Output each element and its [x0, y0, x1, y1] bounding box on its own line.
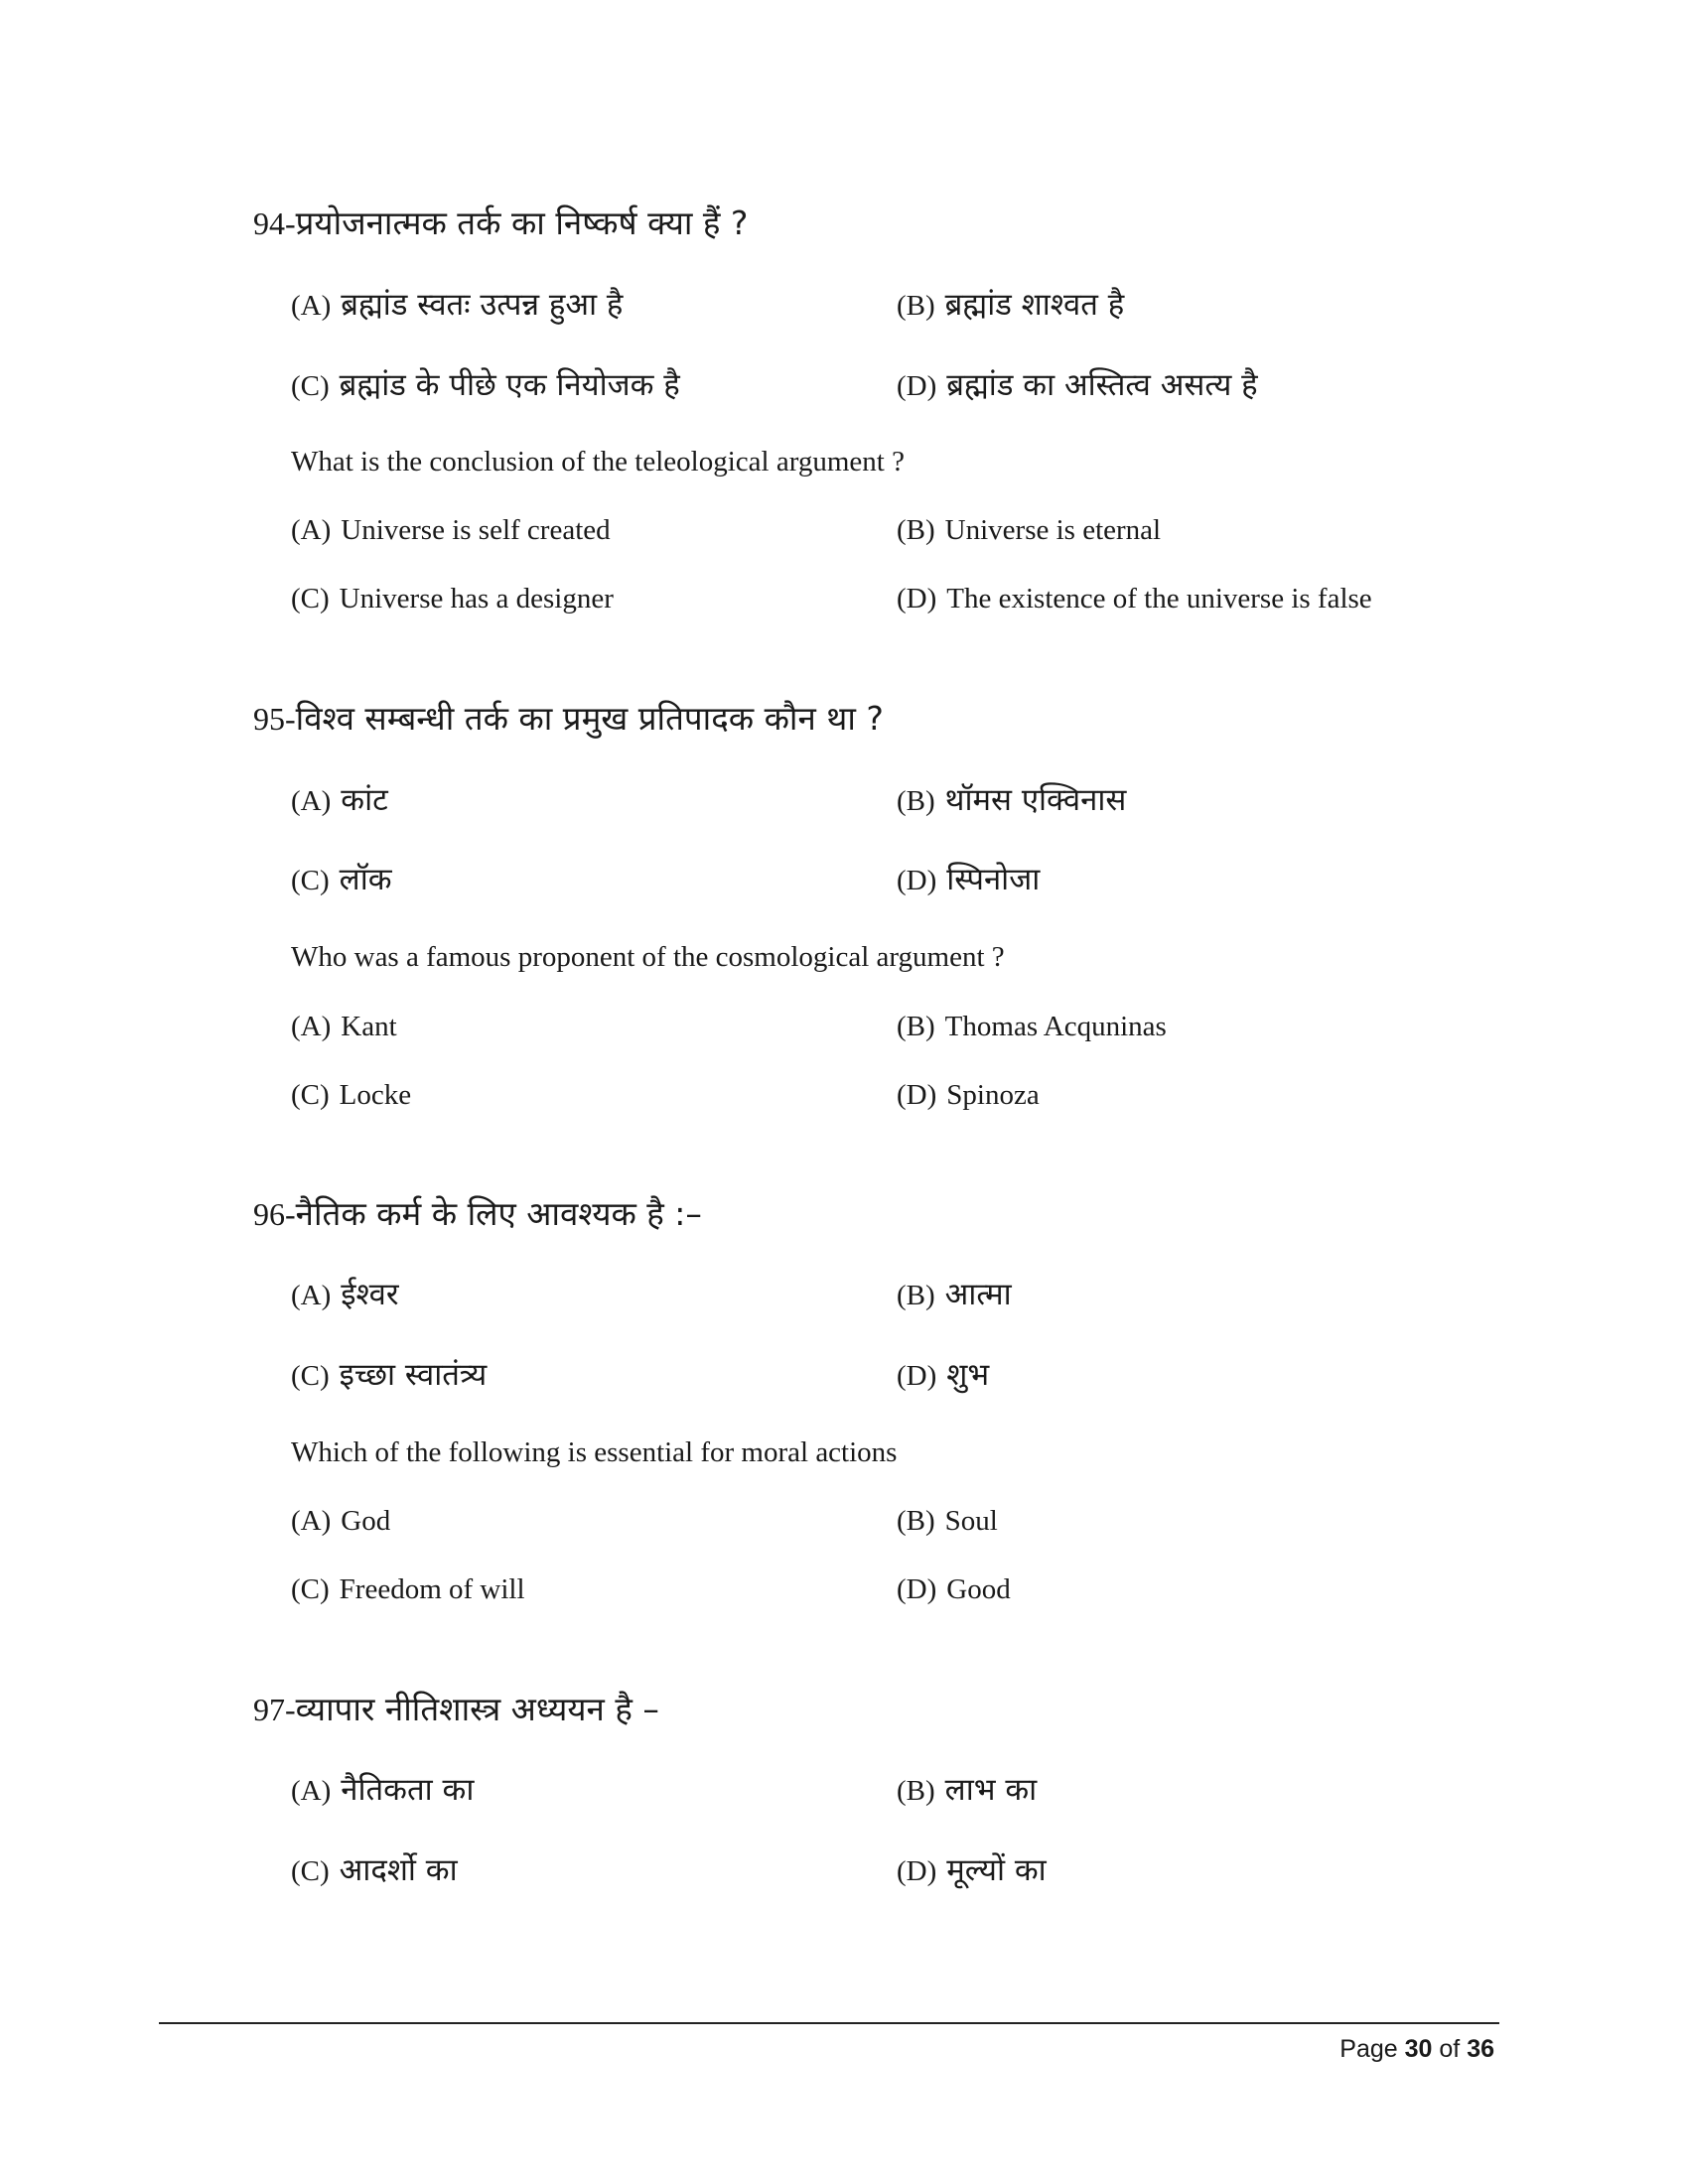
question-96-english: Which of the following is essential for moral actions — [291, 1436, 898, 1468]
option-c-hindi: (C) इच्छा स्वातंत्र्य — [291, 1357, 488, 1393]
option-c-english: (C) Locke — [291, 1079, 412, 1111]
option-c-hindi: (C) आदर्शो का — [291, 1852, 458, 1888]
option-b-english: (B) Thomas Acquninas — [897, 1011, 1167, 1042]
option-b-hindi: (B) ब्रह्मांड शाश्वत है — [897, 287, 1125, 323]
option-a-english: (A) Kant — [291, 1011, 397, 1042]
question-95-english: Who was a famous proponent of the cosmological argument ? — [291, 941, 1005, 973]
option-d-hindi: (D) स्पिनोजा — [897, 862, 1041, 897]
option-d-hindi: (D) शुभ — [897, 1357, 990, 1393]
option-a-hindi: (A) ब्रह्मांड स्वतः उत्पन्न हुआ है — [291, 287, 624, 323]
question-94-hindi: 94-प्रयोजनात्मक तर्क का निष्कर्ष क्या हैं ? — [253, 204, 749, 242]
option-b-english: (B) Soul — [897, 1505, 998, 1537]
option-d-hindi: (D) मूल्यों का — [897, 1852, 1047, 1888]
option-b-hindi: (B) आत्मा — [897, 1277, 1012, 1312]
option-d-english: (D) Spinoza — [897, 1079, 1040, 1111]
footer-divider — [159, 2022, 1499, 2024]
page-number: Page 30 of 36 — [1339, 2035, 1494, 2063]
question-94-english: What is the conclusion of the teleological argument ? — [291, 446, 905, 478]
option-d-english: (D) Good — [897, 1573, 1011, 1605]
option-d-hindi: (D) ब्रह्मांड का अस्तित्व असत्य है — [897, 367, 1258, 403]
option-a-english: (A) Universe is self created — [291, 514, 611, 546]
question-97-hindi: 97-व्यापार नीतिशास्त्र अध्ययन है – — [253, 1690, 659, 1728]
option-c-hindi: (C) ब्रह्मांड के पीछे एक नियोजक है — [291, 367, 680, 403]
option-a-hindi: (A) ईश्वर — [291, 1277, 399, 1312]
option-c-english: (C) Universe has a designer — [291, 583, 614, 614]
option-b-hindi: (B) थॉमस एक्विनास — [897, 782, 1127, 818]
option-a-hindi: (A) नैतिकता का — [291, 1772, 475, 1808]
option-c-english: (C) Freedom of will — [291, 1573, 525, 1605]
question-95-hindi: 95-विश्व सम्बन्धी तर्क का प्रमुख प्रतिपादक कौन था ? — [253, 699, 884, 738]
option-a-hindi: (A) कांट — [291, 782, 388, 818]
option-b-hindi: (B) लाभ का — [897, 1772, 1038, 1808]
option-d-english: (D) The existence of the universe is false — [897, 583, 1372, 614]
option-c-hindi: (C) लॉक — [291, 862, 392, 897]
question-96-hindi: 96-नैतिक कर्म के लिए आवश्यक है :– — [253, 1194, 702, 1233]
option-b-english: (B) Universe is eternal — [897, 514, 1162, 546]
option-a-english: (A) God — [291, 1505, 391, 1537]
